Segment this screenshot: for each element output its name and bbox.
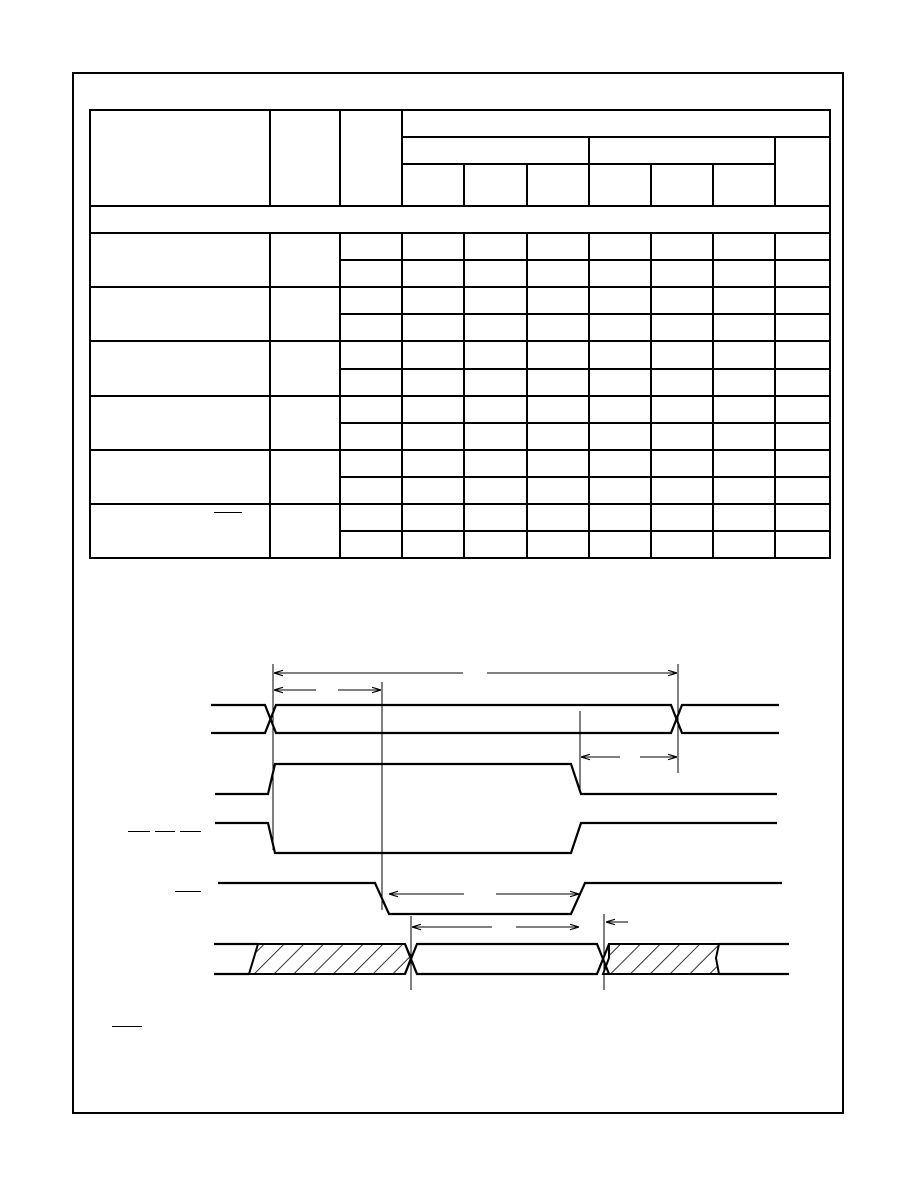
address-bus-lower-line xyxy=(211,705,779,733)
output-enable-line xyxy=(218,883,782,914)
data-invalid-hatch-left xyxy=(249,944,411,974)
overbar-mark xyxy=(128,831,150,832)
overbar-mark xyxy=(214,512,242,513)
data-valid-top-line xyxy=(405,944,609,974)
overbar-mark xyxy=(112,1026,142,1027)
data-valid-bottom-line xyxy=(405,944,609,974)
chip-select-low-line xyxy=(215,823,777,853)
overbar-mark xyxy=(180,831,201,832)
chip-select-high-line xyxy=(215,764,777,794)
overbar-mark xyxy=(175,891,201,892)
data-invalid-hatch-right xyxy=(603,944,719,974)
address-bus-upper-line xyxy=(211,705,779,733)
overbar-mark xyxy=(155,831,175,832)
